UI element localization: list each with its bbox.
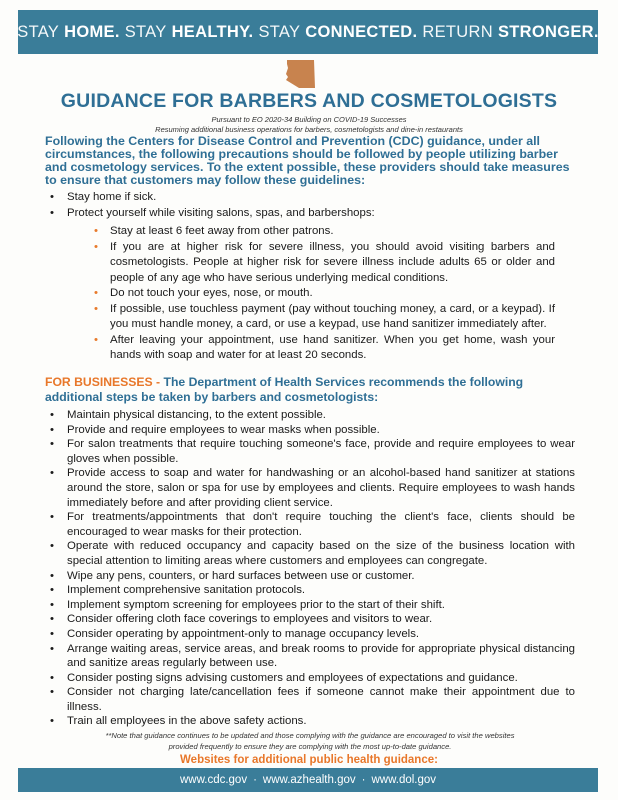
website-link-dol[interactable]: www.dol.gov [371,774,437,786]
list-item: • Consider posting signs advising customers and employees of expectations and guidance. [45,671,575,686]
list-item: • Consider not charging late/cancellation fees if someone cannot make their appointment due to illness. [45,685,575,714]
top-banner [18,10,598,54]
list-item: • Consider operating by appointment-only to manage occupancy levels. [45,627,575,642]
subtitle-scope: Resuming additional business operations for barbers, cosmetologists and dine-in restaurants [155,125,463,134]
list-item: • Implement comprehensive sanitation protocols. [45,583,575,598]
list-item: • Consider offering cloth face coverings to employees and visitors to wear. [45,612,575,627]
website-link-cdc[interactable]: www.cdc.gov [179,774,248,786]
business-label: FOR BUSINESSES - [45,375,161,389]
banner-word: STAY [17,22,60,41]
banner-word: STAY [258,22,301,41]
list-item: • Protect yourself while visiting salons, spas, and barbershops: [45,206,575,222]
list-item: • Train all employees in the above safety actions. [45,714,575,729]
customer-list [45,190,575,221]
footer-banner [18,768,598,792]
business-heading [45,375,575,405]
banner-word-bold: HEALTHY. [171,22,254,41]
sub-list-item: • If you are at higher risk for severe illness, you should avoid visiting barbers and cosmetologists. People at higher risk for severe illness include adults 65 or older and people of any age who have serious underlying medical conditions. [90,240,555,287]
list-item: • Provide and require employees to wear masks when possible. [45,423,575,438]
banner-word-bold: STRONGER. [497,22,599,41]
list-item: • For treatments/appointments that don't require touching the client's face, clients should be encouraged to wear masks for their protection. [45,510,575,539]
separator: · [361,774,366,786]
sub-list-item: • Stay at least 6 feet away from other patrons. [90,224,555,240]
banner-word-bold: HOME. [64,22,120,41]
banner-word: RETURN [422,22,493,41]
subtitle-order: Pursuant to EO 2020-34 Building on COVID-19 Successes [211,115,407,124]
list-item: • Wipe any pens, counters, or hard surfaces between use or customer. [45,569,575,584]
banner-word-bold: CONNECTED. [305,22,418,41]
list-item: • Maintain physical distancing, to the extent possible. [45,408,575,423]
sub-list-item: • After leaving your appointment, use hand sanitizer. When you get home, wash your hands with soap and water for at least 20 seconds. [90,333,555,364]
sub-list-item: • If possible, use touchless payment (pay without touching money, a card, or a keypad). If you must handle money, a card, or use a keypad, use hand sanitizer immediately after. [90,302,555,333]
update-note: **Note that guidance continues to be updated and those complying with the guidance are encouraged to visit the websites provided frequently to ensure they are complying with the most up-to-date guidance. [105,731,515,751]
list-item: • Provide access to soap and water for handwashing or an alcohol-based hand sanitizer at stations around the store, salon or spa for use by employees and clients. Require employees to wash hands immediately before and after providing client service. [45,466,575,510]
arizona-logo-icon [284,58,318,90]
separator: · [253,774,257,786]
list-item: • Stay home if sick. [45,190,575,206]
websites-heading: Websites for additional public health guidance: [180,754,438,766]
sub-list-item: • Do not touch your eyes, nose, or mouth. [90,286,555,302]
banner-word: STAY [124,22,167,41]
intro-paragraph: Following the Centers for Disease Control and Prevention (CDC) guidance, under all circumstances, the following precautions should be followed by people utilizing barber and cosmetology services. To the extent possible, these providers should take measures to ensure that customers may follow these guidelines: [45,134,570,187]
business-heading-text: The Department of Health Services recommends the following additional steps be taken by barbers and cosmetologists: [45,375,524,404]
list-item: • For salon treatments that require touching someone's face, provide and require employees to wear gloves when possible. [45,437,575,466]
list-item: • Implement symptom screening for employees prior to the start of their shift. [45,598,575,613]
page-title: GUIDANCE FOR BARBERS AND COSMETOLOGISTS [60,90,558,112]
website-link-azhealth[interactable]: www.azhealth.gov [262,774,356,786]
customer-sublist [90,224,555,364]
list-item: • Arrange waiting areas, service areas, and break rooms to provide for appropriate physical distancing and sanitize areas regularly between use. [45,642,575,671]
business-list [45,408,575,729]
list-item: • Operate with reduced occupancy and capacity based on the size of the business location with special attention to limiting areas where customers and employees can congregate. [45,539,575,568]
